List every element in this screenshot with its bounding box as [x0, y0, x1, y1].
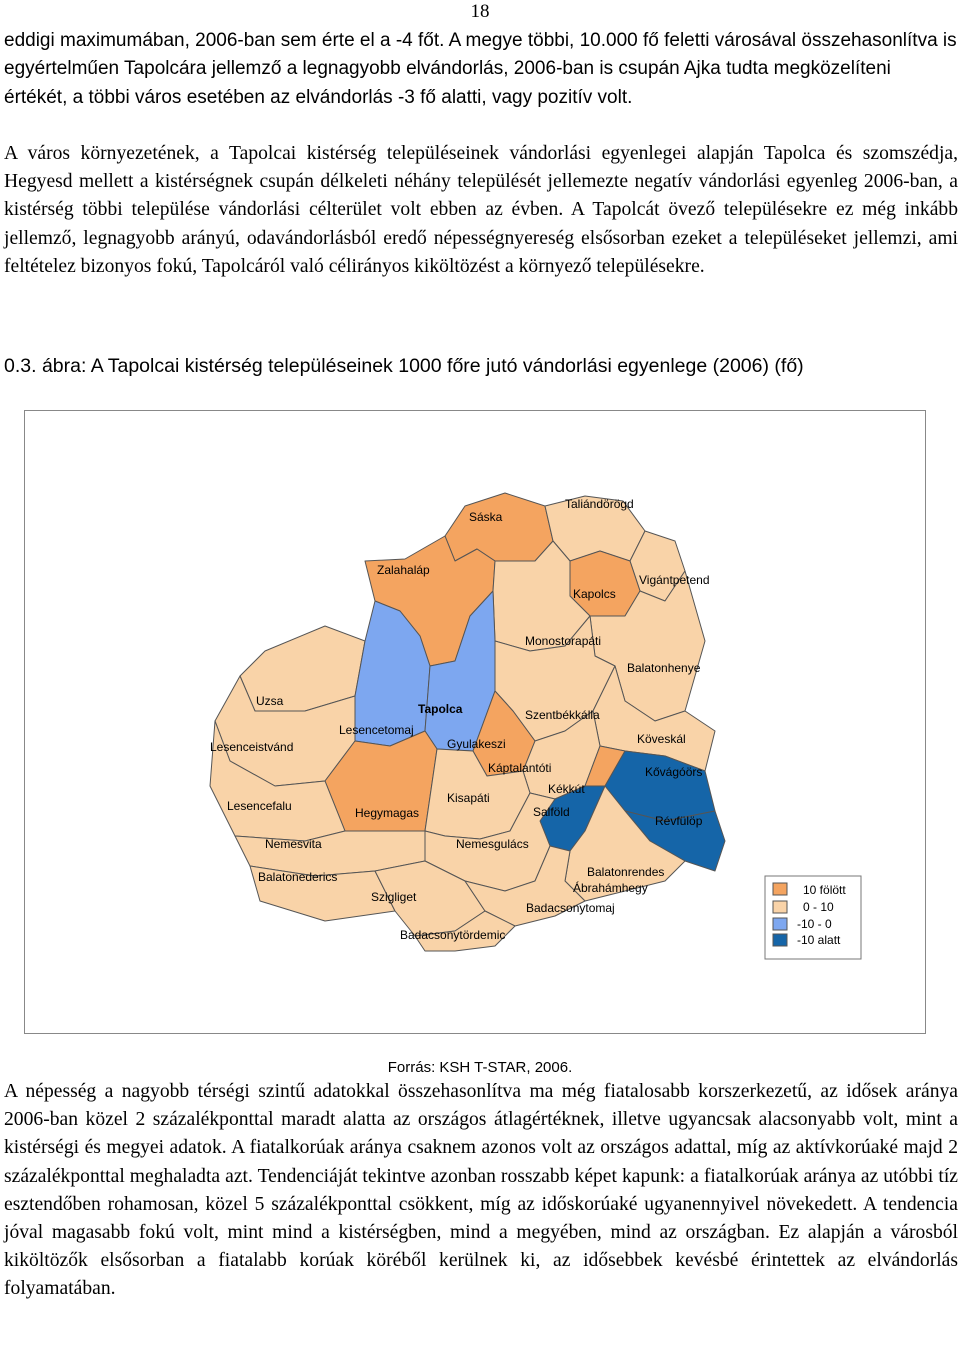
label-vigantpetend: Vigántpetend	[639, 573, 710, 587]
label-nemesvita: Nemesvita	[265, 837, 322, 851]
legend-label-0-10: 0 - 10	[803, 900, 834, 914]
label-koveskal: Köveskál	[637, 732, 686, 746]
label-lesencetomaj: Lesencetomaj	[339, 723, 414, 737]
label-lesencefalu: Lesencefalu	[227, 799, 292, 813]
paragraph-3: A népesség a nagyobb térségi szintű adatokkal összehasonlítva ma még fiatalosabb korszerkezetű, az idősek aránya 2006-ban közel 2 százalékponttal maradt alatta az országos átlagértéknek, illetve ugyancsak alacsonyabb volt, mint a kistérségi és megyei adatok. A fiatalkorúak aránya csaknem azonos volt az országos adattal, míg az aktívkorúaké majd 2 százalékponttal meghaladta azt. Tendenciáját tekintve azonban rosszabb képet kapunk: a fiatalkorúak aránya az utóbbi tíz esztendőben rohamosan, közel 5 százalékponttal csökkent, míg az időskorúaké ugyanennyivel növekedett. A tendencia jóval magasabb fokú volt, mint mind a kistérségben, mind a megyében, mind az országban. Ez alapján a városból kiköltözők elsősorban a fiatalabb korúak köréből kerülnek ki, az idősebbek kevésbé érintettek az elvándorlás folyamatában.	[4, 1081, 958, 1300]
label-kapolcs: Kapolcs	[573, 587, 616, 601]
label-badacsonytomaj: Badacsonytomaj	[526, 901, 615, 915]
figure-source: Forrás: KSH T-STAR, 2006.	[387, 1059, 573, 1076]
map-svg	[25, 411, 925, 1033]
legend-swatch-0-10	[773, 901, 787, 913]
label-revfulop: Révfülöp	[655, 814, 703, 828]
region-saska	[445, 493, 553, 561]
label-lesenceistvand: Lesenceistvánd	[210, 740, 294, 754]
label-kovagoors: Kővágóörs	[645, 765, 703, 779]
label-kekkut: Kékkút	[548, 782, 585, 796]
label-saska: Sáska	[469, 510, 503, 524]
paragraph-2: A város környezetének, a Tapolcai kistérség településeinek vándorlási egyenlegei alapján Tapolca és szomszédja, Hegyesd mellett a kistérségnek csupán délkeleti néhány települését jellemezte negatív vándorlási egyenleg 2006-ban, a kistérség többi települése vándorlási célterület volt ebben az évben. A Tapolcát övező településekre ez még inkább jellemző, legnagyobb arányú, odavándorlásból eredő népességnyereség elsősorban ezeket a településeket jellemzi, ami feltételez bizonyos fokú, Tapolcáról való célirányos kiköltözést a környező településekre.	[4, 143, 958, 277]
label-szigliget: Szigliget	[371, 890, 417, 904]
label-salfold: Salföld	[533, 805, 570, 819]
map-figure	[24, 410, 926, 1034]
label-szentbekkalla: Szentbékkálla	[525, 708, 600, 722]
label-taliandorogd: Taliándörögd	[565, 497, 634, 511]
label-balatonrendes: Balatonrendes	[587, 865, 665, 879]
label-kaptalantoti: Káptalantóti	[488, 761, 552, 775]
label-hegymagas: Hegymagas	[355, 806, 420, 820]
legend-swatch-above-10	[773, 883, 787, 895]
label-uzsa: Uzsa	[256, 694, 284, 708]
label-balatonhenye: Balatonhenye	[627, 661, 701, 675]
label-tapolca: Tapolca	[418, 702, 463, 716]
label-badacsonytordemic: Badacsonytördemic	[400, 928, 506, 942]
figure-caption: 0.3. ábra: A Tapolcai kistérség településeinek 1000 főre jutó vándorlási egyenlege (2006) (fő)	[4, 355, 804, 377]
label-kisapati: Kisapáti	[447, 791, 490, 805]
paragraph-1: eddigi maximumában, 2006-ban sem érte el a -4 főt. A megye többi, 10.000 fő feletti városával összehasonlítva is egyértelműen Tapolcára jellemző a legnagyobb elvándorlás, 2006-ban is csupán Ajka tudta megközelíteni értékét, a többi város esetében az elvándorlás -3 fő alatti, vagy pozitív volt.	[4, 30, 957, 108]
legend-swatch-below-minus10	[773, 934, 787, 946]
label-abrahamhegy: Ábrahámhegy	[573, 881, 648, 895]
label-balatonederics: Balatonederics	[258, 870, 338, 884]
legend-label-minus10-0: -10 - 0	[797, 917, 832, 931]
legend-label-below-minus10: -10 alatt	[797, 933, 841, 947]
label-gyulakeszi: Gyulakeszi	[447, 737, 506, 751]
legend-swatch-minus10-0	[773, 918, 787, 930]
legend-label-above-10: 10 fölött	[803, 883, 846, 897]
label-nemesgulacs: Nemesgulács	[456, 837, 529, 851]
label-zalahalap: Zalahaláp	[377, 563, 430, 577]
label-monostorapati: Monostorapáti	[525, 634, 602, 648]
page-number: 18	[470, 1, 490, 22]
map-legend	[765, 876, 861, 959]
